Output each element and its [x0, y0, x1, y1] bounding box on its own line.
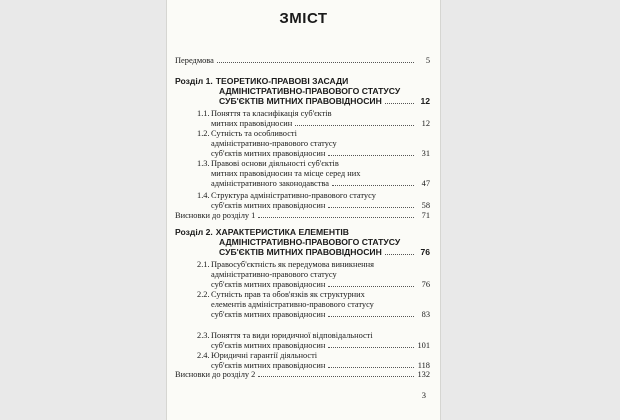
toc-subsection [175, 191, 430, 211]
toc-text: Висновки до розділу 2 [175, 370, 256, 379]
leader-dots [328, 286, 414, 287]
toc-subsection [175, 260, 430, 291]
toc-text: елементів адміністративно-правового статусу [211, 300, 374, 310]
toc-subsection [175, 129, 430, 160]
toc-page-number: 76 [420, 247, 430, 258]
toc-text: Правосуб'єктність як передумова виникнення [211, 260, 374, 269]
toc-text: Сутність прав та обов'язків як структурних [211, 290, 365, 299]
toc-subsection [175, 109, 430, 129]
toc-text: АДМІНІСТРАТИВНО-ПРАВОВОГО СТАТУСУ [219, 237, 401, 248]
toc-text: Юридичні гарантії діяльності [211, 351, 318, 360]
leader-dots [217, 62, 414, 63]
toc-page-number: 132 [417, 370, 430, 379]
toc-section-label: Розділ 1. [175, 76, 213, 86]
book-page [167, 0, 440, 420]
toc-text: суб'єктів митних правовідносин [211, 361, 326, 371]
toc-subsection [175, 290, 430, 321]
toc-text: Правові основи діяльності суб'єктів [211, 159, 339, 168]
toc-page-number: 12 [420, 96, 430, 107]
toc-text: адміністративного законодавства [211, 179, 329, 189]
toc-text: адміністративно-правового статусу [211, 139, 337, 149]
toc-subsection [175, 351, 430, 371]
toc-section-label: Розділ 2. [175, 227, 213, 237]
toc-text: Поняття та класифікація суб'єктів [211, 109, 332, 118]
toc-text: СУБ'ЄКТІВ МИТНИХ ПРАВОВІДНОСИН [219, 247, 382, 258]
toc-number: 1.4. [197, 191, 210, 200]
toc-subsection [175, 331, 430, 351]
toc-text: суб'єктів митних правовідносин [211, 341, 326, 351]
toc-text: АДМІНІСТРАТИВНО-ПРАВОВОГО СТАТУСУ [219, 86, 401, 97]
toc-number: 1.1. [197, 109, 210, 118]
toc-number: 2.1. [197, 260, 210, 269]
toc-number: 2.2. [197, 290, 210, 299]
toc-number: 1.3. [197, 159, 210, 168]
leader-dots [258, 376, 414, 377]
toc-page-number: 76 [421, 280, 430, 290]
leader-dots [328, 207, 414, 208]
toc-page-number: 31 [421, 149, 430, 159]
leader-dots [328, 367, 414, 368]
toc-text: ХАРАКТЕРИСТИКА ЕЛЕМЕНТІВ [215, 227, 349, 237]
toc-text: суб'єктів митних правовідносин [211, 310, 326, 320]
leader-dots [385, 254, 414, 255]
toc-entry [175, 211, 430, 221]
toc-text: адміністративно-правового статусу [211, 270, 337, 280]
toc-page-number: 58 [421, 201, 430, 211]
toc-number: 1.2. [197, 129, 210, 138]
leader-dots [385, 103, 414, 104]
toc-text: ТЕОРЕТИКО-ПРАВОВІ ЗАСАДИ [215, 76, 349, 86]
toc-page-number: 83 [421, 310, 430, 320]
toc-text: Структура адміністративно-правового статусу [211, 191, 376, 200]
page-number: 3 [421, 390, 426, 400]
toc-text: суб'єктів митних правовідносин [211, 280, 326, 290]
toc-text: Передмова [175, 56, 214, 65]
toc-text: суб'єктів митних правовідносин [211, 149, 326, 159]
toc-entry [175, 56, 430, 66]
leader-dots [328, 347, 414, 348]
toc-text: Висновки до розділу 1 [175, 211, 256, 220]
toc-subsection [175, 159, 430, 190]
leader-dots [258, 217, 414, 218]
toc-page-number: 5 [425, 56, 430, 65]
toc-text: суб'єктів митних правовідносин [211, 201, 326, 211]
leader-dots [332, 185, 414, 186]
show-through-text [257, 17, 407, 25]
toc-text: СУБ'ЄКТІВ МИТНИХ ПРАВОВІДНОСИН [219, 96, 382, 107]
toc-page-number: 101 [417, 341, 430, 351]
toc-page-number: 71 [421, 211, 430, 220]
leader-dots [328, 316, 414, 317]
page-title: ЗМІСТ [279, 10, 328, 27]
leader-dots [328, 155, 414, 156]
toc-number: 2.4. [197, 351, 210, 360]
toc-page-number: 47 [421, 179, 430, 189]
toc-text: Сутність та особливості [211, 129, 297, 138]
leader-dots [295, 125, 414, 126]
toc-page-number: 118 [417, 361, 430, 371]
toc-entry [175, 370, 430, 380]
toc-section [175, 76, 430, 107]
toc-page-number: 12 [421, 119, 430, 129]
toc-text: Поняття та види юридичної відповідальності [211, 331, 373, 340]
toc-number: 2.3. [197, 331, 210, 340]
toc-text: митних правовідносин та місце серед них [211, 169, 361, 179]
toc-section [175, 227, 430, 258]
toc-text: митних правовідносин [211, 119, 293, 129]
